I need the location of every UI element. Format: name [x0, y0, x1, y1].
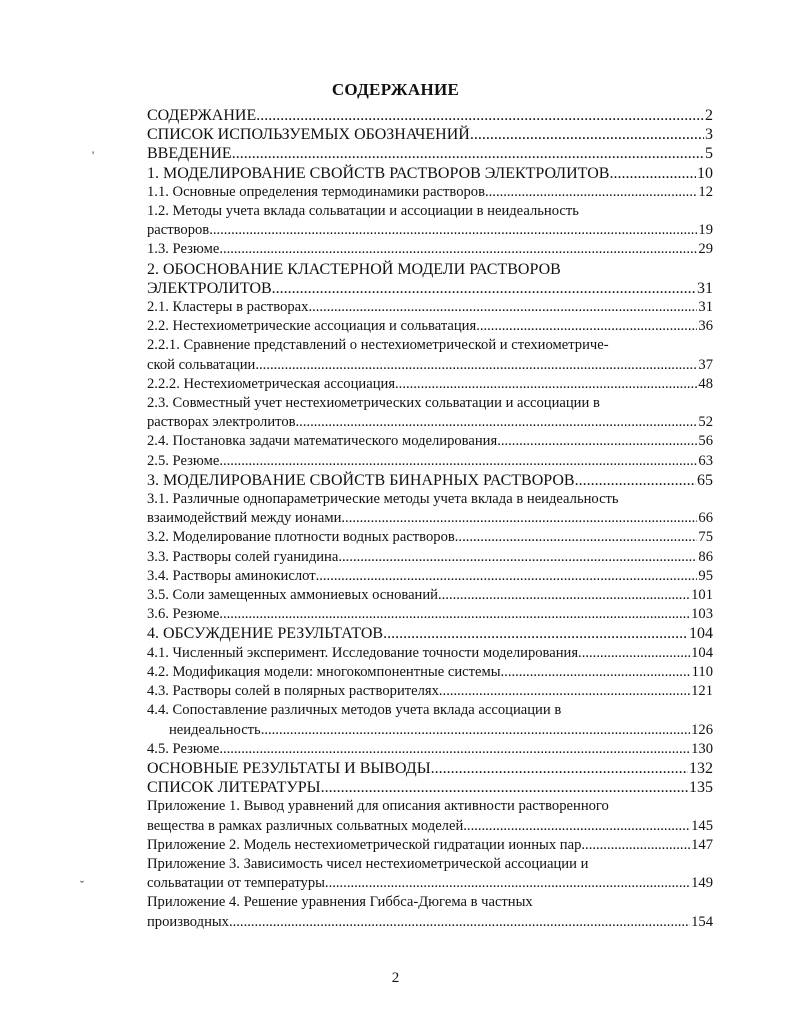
toc-entry-line-last	[147, 528, 713, 547]
toc-entry-line	[147, 394, 713, 413]
toc-entry-title: растворов	[147, 222, 210, 239]
dot-leader	[255, 356, 697, 375]
toc-entry-title: 3.3. Растворы солей гуанидина	[147, 548, 339, 565]
toc-entry-title: неидеальность	[169, 721, 261, 738]
toc-entry-page: 104	[689, 625, 713, 643]
toc-entry-page: 63	[698, 452, 713, 469]
toc-entry	[147, 106, 713, 125]
toc-entry-line-last	[147, 509, 713, 528]
toc-entry-line-last	[147, 432, 713, 451]
toc-entry-title: сольватации от температуры	[147, 875, 325, 892]
toc-entry	[147, 759, 713, 778]
toc-entry-page: 12	[698, 183, 713, 200]
toc-entry-title: ОСНОВНЫЕ РЕЗУЛЬТАТЫ И ВЫВОДЫ	[147, 759, 431, 777]
toc-entry-page: 66	[698, 510, 713, 527]
dot-leader	[395, 375, 697, 394]
toc-entry-title: 2.2.1. Сравнение представлений о нестехиометрической и стехиометриче-	[147, 337, 609, 354]
toc-entry-title: 4.5. Резюме	[147, 740, 220, 757]
toc-entry-line-last	[147, 221, 713, 240]
toc-entry-title: СПИСОК ИСПОЛЬЗУЕМЫХ ОБОЗНАЧЕНИЙ	[147, 126, 470, 144]
toc-entry-line-last	[147, 586, 713, 605]
dot-leader	[575, 471, 696, 490]
toc-entry-title: 1. МОДЕЛИРОВАНИЕ СВОЙСТВ РАСТВОРОВ ЭЛЕКТРОЛИТОВ	[147, 164, 610, 182]
toc-entry	[147, 605, 713, 624]
toc-entry-page: 147	[691, 836, 713, 853]
toc-entry	[147, 125, 713, 144]
toc-entry	[147, 240, 713, 259]
toc-entry-line-last	[147, 874, 713, 893]
dot-leader	[609, 164, 696, 183]
dot-leader	[439, 682, 690, 701]
toc-entry-line-last	[147, 356, 713, 375]
dot-leader	[431, 759, 688, 778]
toc-entry-line	[147, 260, 713, 279]
toc-entry	[147, 336, 713, 374]
toc-entry	[147, 740, 713, 759]
toc-entry-line-last	[147, 721, 713, 740]
toc-entry-line-last	[147, 317, 713, 336]
toc-entry-title: 4.2. Модификация модели: многокомпонентные системы	[147, 663, 501, 680]
toc-entry-line-last	[147, 375, 713, 394]
toc-entry-line-last	[147, 106, 713, 125]
toc-entry	[147, 567, 713, 586]
dot-leader	[272, 279, 696, 298]
toc-entry-line-last	[147, 567, 713, 586]
toc-entry	[147, 394, 713, 432]
dot-leader	[476, 317, 697, 336]
toc-entry-line-last	[147, 778, 713, 797]
toc-entry-line	[147, 797, 713, 816]
scan-mark: '	[92, 148, 95, 162]
dot-leader	[219, 740, 690, 759]
toc-entry-title: Приложение 4. Решение уравнения Гиббса-Дюгема в частных	[147, 894, 533, 911]
toc-entry-title: 2.4. Постановка задачи математического моделирования	[147, 433, 498, 450]
toc-entry-page: 145	[691, 817, 713, 834]
toc-entry-line-last	[147, 759, 713, 778]
toc-entry-page: 75	[698, 529, 713, 546]
toc-entry-page: 101	[691, 587, 713, 604]
toc-entry	[147, 432, 713, 451]
toc-entry	[147, 260, 713, 298]
toc-entry-page: 31	[697, 279, 713, 297]
toc-entry-page: 130	[691, 740, 713, 757]
toc-entry-line	[147, 855, 713, 874]
toc-entry-title: 4.4. Сопоставление различных методов учета вклада ассоциации в	[147, 702, 562, 719]
toc-entry-title: 1.2. Методы учета вклада сольватации и ассоциации в неидеальность	[147, 203, 579, 220]
dot-leader	[229, 913, 690, 932]
toc-entry-line-last	[147, 682, 713, 701]
toc-entry	[147, 548, 713, 567]
dot-leader	[296, 413, 698, 432]
toc-entry-page: 95	[698, 567, 713, 584]
toc-entry-title: 2.2. Нестехиометрические ассоциация и сольватация	[147, 318, 477, 335]
toc-entry-line-last	[147, 240, 713, 259]
toc-entry	[147, 682, 713, 701]
toc-entry-page: 37	[698, 356, 713, 373]
dot-leader	[256, 106, 704, 125]
toc-entry-page: 103	[691, 606, 713, 623]
dot-leader	[219, 605, 690, 624]
dot-leader	[383, 624, 688, 643]
toc-entry	[147, 778, 713, 797]
toc-entry-line-last	[147, 144, 713, 163]
dot-leader	[209, 221, 697, 240]
toc-entry-page: 149	[691, 875, 713, 892]
toc-entry-title: 2.3. Совместный учет нестехиометрических сольватации и ассоциации в	[147, 395, 600, 412]
toc-entry-title: ской сольватации	[147, 356, 256, 373]
toc-entry	[147, 317, 713, 336]
toc-entry	[147, 528, 713, 547]
toc-entry-page: 5	[705, 145, 713, 163]
dot-leader	[321, 778, 688, 797]
toc-entry-line-last	[147, 817, 713, 836]
toc-entry-line-last	[147, 164, 713, 183]
toc-entry-title: Приложение 2. Модель нестехиометрической гидратации ионных пар	[147, 836, 582, 853]
toc-entry-title: 2.2.2. Нестехиометрическая ассоциация	[147, 375, 396, 392]
dot-leader	[485, 183, 697, 202]
toc-entry-title: 1.3. Резюме	[147, 241, 220, 258]
toc-entry-line-last	[147, 452, 713, 471]
toc-entry	[147, 701, 713, 739]
page-number: 2	[391, 970, 400, 986]
dot-leader	[582, 644, 690, 663]
toc-entry	[147, 144, 713, 163]
toc-entry	[147, 490, 713, 528]
toc-entry-title: СПИСОК ЛИТЕРАТУРЫ	[147, 779, 321, 797]
toc-entry-page: 52	[698, 414, 713, 431]
toc-entry-title: производных	[147, 913, 229, 930]
toc-entry-page: 2	[705, 107, 713, 124]
dot-leader	[455, 528, 698, 547]
toc-entry-page: 19	[698, 222, 713, 239]
dot-leader	[341, 509, 697, 528]
toc-entry-page: 56	[698, 433, 713, 450]
toc-entry-page: 36	[698, 318, 713, 335]
toc-entry-title: взаимодействий между ионами	[147, 510, 342, 527]
toc-entry-title: 4.1. Численный эксперимент. Исследование точности моделирования.	[147, 644, 582, 661]
toc-entry-page: 86	[698, 548, 713, 565]
toc-entry-title: Приложение 1. Вывод уравнений для описания активности растворенного	[147, 798, 609, 815]
toc-entry	[147, 164, 713, 183]
toc-entry-title: 3.6. Резюме	[147, 606, 220, 623]
toc-entry-page: 48	[698, 375, 713, 392]
page-title: СОДЕРЖАНИЕ	[331, 80, 460, 99]
toc-entry-line	[147, 893, 713, 912]
toc-entry-line-last	[147, 605, 713, 624]
toc-entry-page: 3	[705, 126, 713, 144]
toc-entry-page: 10	[697, 164, 713, 182]
toc-entry-line-last	[147, 125, 713, 144]
toc-entry-line-last	[147, 663, 713, 682]
toc-entry-page: 135	[689, 779, 713, 797]
toc-entry-title: СОДЕРЖАНИЕ	[147, 107, 257, 124]
toc-entry	[147, 452, 713, 471]
toc-entry-page: 132	[689, 759, 713, 777]
toc-entry	[147, 663, 713, 682]
toc-entry-title: ВВЕДЕНИЕ	[147, 145, 232, 163]
toc-entry-line-last	[147, 279, 713, 298]
dot-leader	[470, 125, 704, 144]
toc-entry	[147, 471, 713, 490]
toc-entry	[147, 183, 713, 202]
toc-entry-title: 2.5. Резюме	[147, 452, 220, 469]
toc-entry-line-last	[147, 913, 713, 932]
toc-entry-line-last	[147, 548, 713, 567]
toc-entry-title: 2.1. Кластеры в растворах	[147, 299, 309, 316]
toc-entry-title: 2. ОБОСНОВАНИЕ КЛАСТЕРНОЙ МОДЕЛИ РАСТВОРОВ	[147, 260, 561, 278]
toc-entry-line	[147, 701, 713, 720]
dot-leader	[316, 567, 698, 586]
dot-leader	[497, 432, 697, 451]
toc-entry-page: 126	[691, 721, 713, 738]
dot-leader	[232, 144, 704, 163]
toc-entry-line-last	[147, 740, 713, 759]
toc-entry-title: растворах электролитов	[147, 414, 296, 431]
toc-entry-page: 65	[697, 471, 713, 489]
toc-entry	[147, 797, 713, 835]
dot-leader	[501, 663, 691, 682]
toc-entry-line-last	[147, 298, 713, 317]
toc-entry	[147, 855, 713, 893]
toc-entry-title: Приложение 3. Зависимость чисел нестехиометрической ассоциации и	[147, 855, 589, 872]
toc-entry-line-last	[147, 644, 713, 663]
dot-leader	[325, 874, 690, 893]
toc-entry-line-last	[147, 183, 713, 202]
toc-entry-title: 3.2. Моделирование плотности водных растворов	[147, 529, 455, 546]
toc-entry-page: 104	[691, 644, 713, 661]
toc-entry	[147, 298, 713, 317]
dot-leader	[219, 452, 697, 471]
dot-leader	[438, 586, 690, 605]
toc-entry	[147, 202, 713, 240]
dot-leader	[581, 836, 690, 855]
toc-entry-title: 3. МОДЕЛИРОВАНИЕ СВОЙСТВ БИНАРНЫХ РАСТВОРОВ	[147, 471, 575, 489]
dot-leader	[338, 548, 697, 567]
toc-entry-title: 4.3. Растворы солей в полярных растворителях	[147, 683, 439, 700]
toc-entry	[147, 836, 713, 855]
dot-leader	[463, 817, 690, 836]
toc-entry-line-last	[147, 471, 713, 490]
toc-entry	[147, 644, 713, 663]
toc-entry-line-last	[147, 836, 713, 855]
toc-entry	[147, 375, 713, 394]
toc-entry-page: 110	[691, 663, 713, 680]
scan-mark: ˇ	[80, 878, 84, 892]
dot-leader	[261, 721, 690, 740]
toc-entry-line	[147, 202, 713, 221]
dot-leader	[308, 298, 697, 317]
toc-entry-line	[147, 336, 713, 355]
toc-entry-title: 4. ОБСУЖДЕНИЕ РЕЗУЛЬТАТОВ	[147, 625, 384, 643]
toc-entry-page: 31	[698, 299, 713, 316]
toc-entry-page: 29	[698, 241, 713, 258]
table-of-contents	[147, 106, 713, 932]
toc-entry-line-last	[147, 624, 713, 643]
toc-entry	[147, 624, 713, 643]
toc-entry-title: 3.5. Соли замещенных аммониевых оснований	[147, 587, 438, 604]
toc-entry-page: 121	[691, 683, 713, 700]
toc-entry-line-last	[147, 413, 713, 432]
toc-entry	[147, 893, 713, 931]
toc-entry-title: ЭЛЕКТРОЛИТОВ	[147, 279, 272, 297]
toc-entry-title: вещества в рамках различных сольватных моделей	[147, 817, 464, 834]
toc-entry-line	[147, 490, 713, 509]
toc-entry	[147, 586, 713, 605]
toc-entry-title: 3.1. Различные однопараметрические методы учета вклада в неидеальность	[147, 491, 619, 508]
toc-entry-title: 1.1. Основные определения термодинамики растворов	[147, 183, 485, 200]
toc-entry-page: 154	[691, 913, 713, 930]
dot-leader	[219, 240, 697, 259]
toc-entry-title: 3.4. Растворы аминокислот	[147, 567, 316, 584]
